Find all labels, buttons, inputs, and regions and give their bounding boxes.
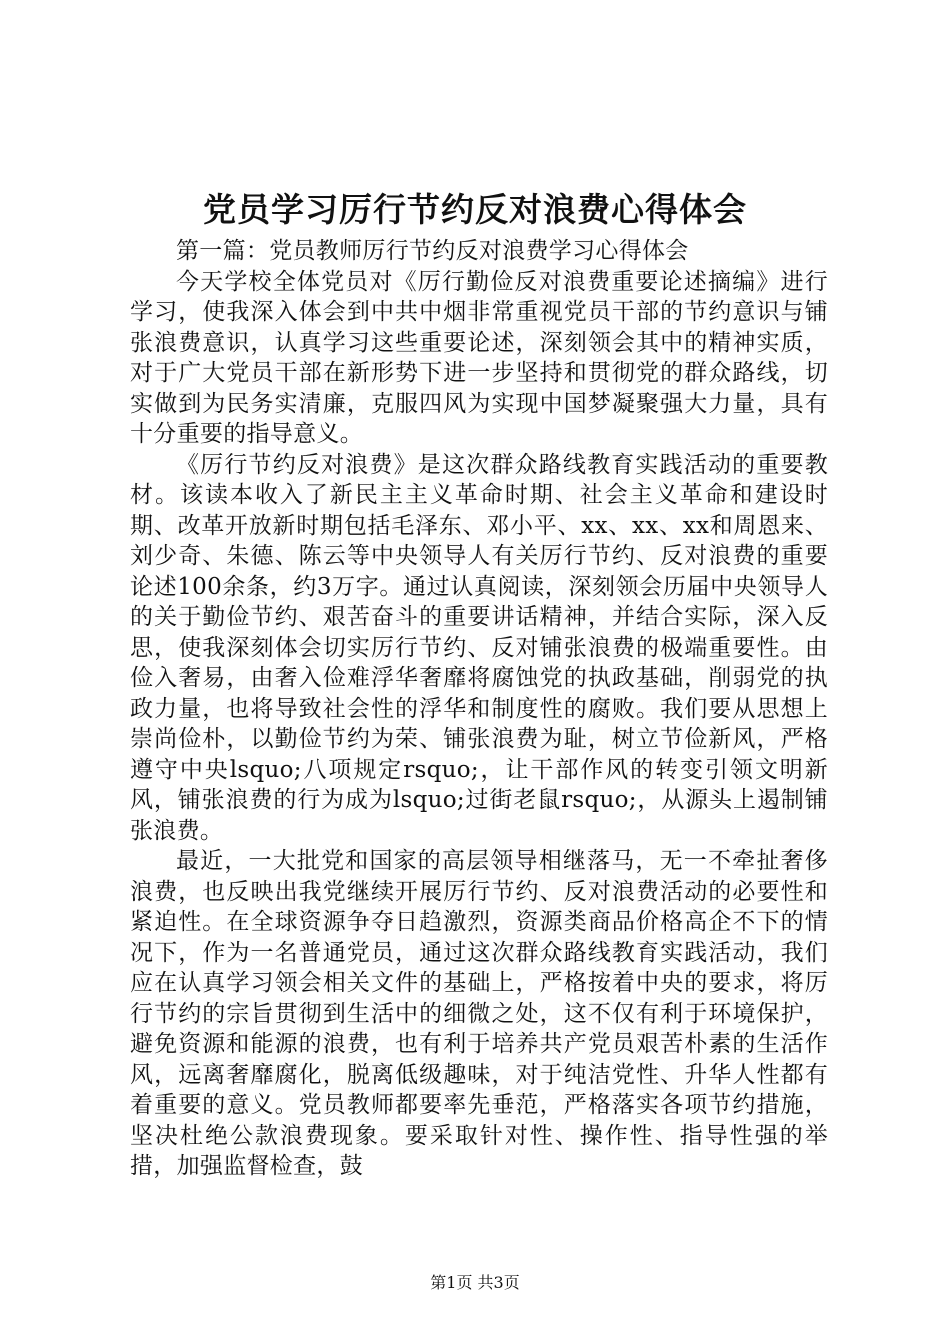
document-title: 党员学习厉行节约反对浪费心得体会 bbox=[203, 190, 747, 229]
paragraph: 最近，一大批党和国家的高层领导相继落马，无一不牵扯奢侈浪费，也反映出我党继续开展厉行节约、反对浪费活动的必要性和紧迫性。在全球资源争夺日趋激烈，资源类商品价格高企不下的情况下，作为一名普通党员，通过这次群众路线教育实践活动，我们应在认真学习领会相关文件的基础上，严格按着中央的要求，将厉行节约的宗旨贯彻到生活中的细微之处，这不仅有利于环境保护，避免资源和能源的浪费，也有利于培养共产党员艰苦朴素的生活作风，远离奢靡腐化，脱离低级趣味，对于纯洁党性、升华人性都有着重要的意义。党员教师都要率先垂范，严格落实各项节约措施，坚决杜绝公款浪费现象。要采取针对性、操作性、指导性强的举措，加强监督检查，鼓 bbox=[130, 848, 828, 1179]
paragraph: 今天学校全体党员对《厉行勤俭反对浪费重要论述摘编》进行学习，使我深入体会到中共中烟非常重视党员干部的节约意识与铺张浪费意识，认真学习这些重要论述，深刻领会其中的精神实质，对于广大党员干部在新形势下进一步坚持和贯彻党的群众路线，切实做到为民务实清廉，克服四风为实现中国梦凝聚强大力量，具有十分重要的指导意义。 bbox=[130, 268, 828, 447]
section-heading: 第一篇：党员教师厉行节约反对浪费学习心得体会 bbox=[176, 238, 689, 264]
page-footer: 第1页 共3页 bbox=[430, 1273, 520, 1292]
paragraph: 《厉行节约反对浪费》是这次群众路线教育实践活动的重要教材。该读本收入了新民主主义革命时期、社会主义革命和建设时期、改革开放新时期包括毛泽东、邓小平、xx、xx、xx和周恩来、刘少奇、朱德、陈云等中央领导人有关厉行节约、反对浪费的重要论述100余条，约3万字。通过认真阅读，深刻领会历届中央领导人的关于勤俭节约、艰苦奋斗的重要讲话精神，并结合实际，深入反思，使我深刻体会切实厉行节约、反对铺张浪费的极端重要性。由俭入奢易，由奢入俭难浮华奢靡将腐蚀党的执政基础，削弱党的执政力量，也将导致社会性的浮华和制度性的腐败。我们要从思想上崇尚俭朴，以勤俭节约为荣、铺张浪费为耻，树立节俭新风，严格遵守中央lsquo;八项规定rsquo;，让干部作风的转变引领文明新风，铺张浪费的行为成为lsquo;过街老鼠rsquo;，从源头上遏制铺张浪费。 bbox=[130, 451, 828, 844]
document-body bbox=[130, 236, 828, 1182]
